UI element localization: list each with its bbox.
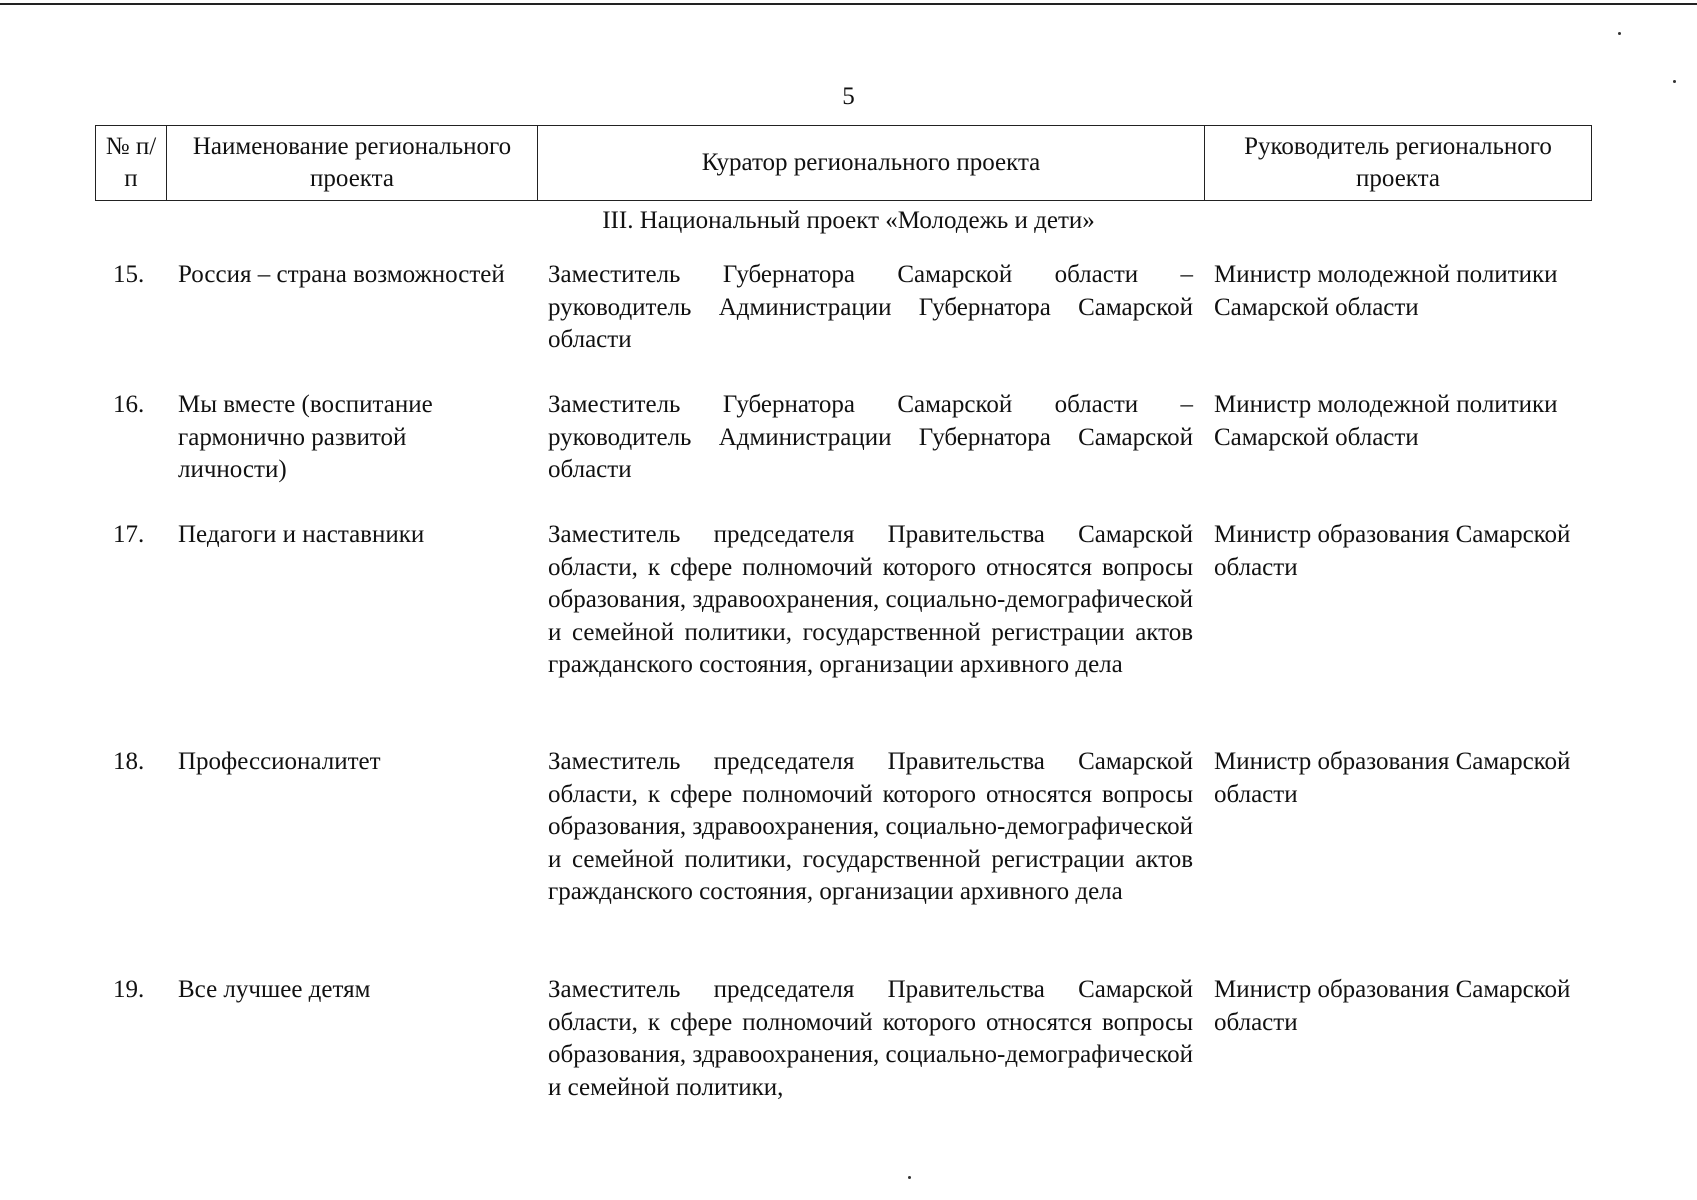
project-name: Россия – страна возможностей [178, 261, 505, 288]
row-number: 18. [113, 748, 145, 775]
header-name-column: Наименование регионального проекта [167, 126, 538, 201]
top-border-line [0, 3, 1697, 5]
project-curator: Заместитель председателя Правительства Самарской области, к сфере полномочий которого относятся вопросы образования, здравоохранения, социально-демографической и семейной политики, государственной регистрации актов гражданского состояния, организации архивного дела [548, 521, 1193, 678]
row-number: 19. [113, 976, 145, 1003]
section-title: III. Национальный проект «Молодежь и дети» [602, 207, 1095, 234]
project-leader: Министр молодежной политики Самарской области [1214, 391, 1558, 451]
project-curator: Заместитель Губернатора Самарской области – руководитель Администрации Губернатора Самарской области [548, 391, 1193, 483]
scan-speck [908, 1176, 911, 1179]
project-leader: Министр образования Самарской области [1214, 748, 1571, 808]
row-number: 16. [113, 391, 145, 418]
project-name: Все лучшее детям [178, 976, 371, 1003]
project-curator: Заместитель председателя Правительства Самарской области, к сфере полномочий которого относятся вопросы образования, здравоохранения, социально-демографической и семейной политики, [548, 976, 1193, 1101]
project-name: Педагоги и наставники [178, 521, 425, 548]
project-leader: Министр молодежной политики Самарской области [1214, 261, 1558, 321]
scan-speck [1618, 32, 1621, 35]
page-number: 5 [842, 83, 855, 110]
table-header [95, 125, 1592, 201]
header-curator-column: Куратор регионального проекта [538, 126, 1205, 201]
project-name: Мы вместе (воспитание гармонично развитой личности) [178, 391, 433, 483]
header-leader-column: Руководитель регионального проекта [1205, 126, 1592, 201]
project-leader: Министр образования Самарской области [1214, 976, 1571, 1036]
project-curator: Заместитель Губернатора Самарской области – руководитель Администрации Губернатора Самарской области [548, 261, 1193, 353]
project-curator: Заместитель председателя Правительства Самарской области, к сфере полномочий которого относятся вопросы образования, здравоохранения, социально-демографической и семейной политики, государственной регистрации актов гражданского состояния, организации архивного дела [548, 748, 1193, 905]
row-number: 15. [113, 261, 145, 288]
project-name: Профессионалитет [178, 748, 381, 775]
row-number: 17. [113, 521, 145, 548]
project-leader: Министр образования Самарской области [1214, 521, 1571, 581]
header-number-column: № п/п [96, 126, 167, 201]
